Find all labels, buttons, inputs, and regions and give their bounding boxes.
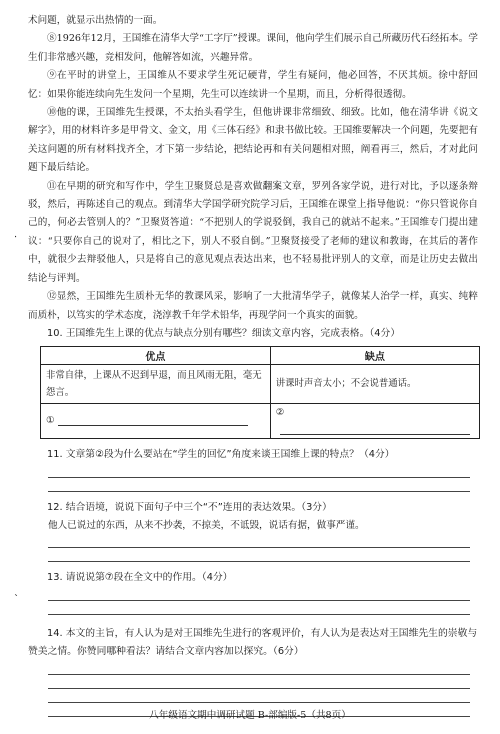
answer-line-12a[interactable] [48,547,470,548]
question-14: 14. 本文的主旨，有人认为是对王国维先生进行的客观评价，有人认为是表达对王国维先生的崇敬与赞美之情。你赞同哪种看法？请结合文章内容加以探究。（6分） [28,627,478,657]
answer-blank-2[interactable] [280,424,470,435]
passage-paragraph-9: ⑨在平时的讲堂上，王国维从不要求学生死记硬背，学生有疑问，他必回答，不厌其烦。徐中舒回忆：如果你能连续向先生发问一个星期，先生可以连续讲一个星期，而且，分析得很透彻。 [28,70,478,100]
answer-line-11a[interactable] [48,477,470,478]
question-13: 13. 请说说第⑦段在全文中的作用。（4分） [47,571,233,583]
question-10: 10. 王国维先生上课的优点与缺点分别有哪些？细读文章内容，完成表格。（4分） [47,327,401,339]
passage-paragraph-10: ⑩他的课，王国维先生授课，不太抬头看学生，但他讲课非常细致、细致。比如，他在清华讲《说文解字》，用的材料许多是甲骨文、金文，用《三体石经》和隶书做比较。王国维要解决一个问题，先要把有关这问题的所有材料找齐全，才下第一步结论，把结论再和有关问题相对照，阐看再三，然后，才对此问题下最后结论。 [28,107,478,174]
passage-paragraph-11: ⑪在早期的研究和写作中，学生卫聚贤总是喜欢做翻案文章，罗列各家学说，进行对比，予以逐条辩驳，然后，再陈述自己的观点。到清华大学国学研究院学习后，王国维在课堂上指导他说：“你只管说你自己的，何必去管别人的？”卫聚贤答道：“不把别人的学说驳倒，我自己的就站不起来。”王国维专门提出建议：“只要你自己的说对了，相比之下，别人不驳自倒。”卫聚贤接受了老师的建议和教诲，在其后的著作中，就很少去辩驳他人，只是将自己的意见观点表达出来，也不轻易批评别人的文章，而是让历史去做出结论与评判。 [28,180,478,284]
answer-line-13b[interactable] [48,614,470,615]
answer-line-12b[interactable] [48,561,470,562]
answer-line-11b[interactable] [48,491,470,492]
margin-tick-mark: ˋ [14,594,19,605]
question-12: 12. 结合语境，说说下面句子中三个“不”连用的表达效果。（3分） [47,501,332,513]
table-cell-cons-1: 讲课时声音太小；不会说普通话。 [270,364,479,403]
table-header-cons: 缺点 [270,346,479,364]
question-11: 11. 文章第②段为什么要站在“学生的回忆”角度来谈王国维上课的特点？（4分） [47,448,395,460]
pros-cons-table [40,346,480,439]
answer-line-13a[interactable] [48,600,470,601]
blank-label-1: ① [46,415,55,427]
page-footer: 八年级语文期中调研试题 B-部编版-5（共8页） [149,710,351,721]
table-cell-pros-1: 非常自律，上课从不迟到早退，而且风雨无阻，毫无怨言。 [41,364,271,403]
table-cell-cons-2[interactable] [270,403,479,438]
margin-tick-mark: ⋅ [14,232,18,243]
passage-paragraph-12: ⑫显然，王国维先生质朴无华的教课风采，影响了一大批清华学子，就像某人治学一样，真实、纯粹而质朴，以笃实的学术态度，浇淳教千年学术铅华，再现学问一个真实的面貌。 [28,291,478,321]
answer-line-14b[interactable] [48,688,470,689]
answer-line-14c[interactable] [48,702,470,703]
table-header-pros: 优点 [41,346,271,364]
table-cell-pros-2[interactable] [41,403,271,438]
passage-continuation: 术问题，就显示出热情的一面。 [28,15,163,26]
question-12-sentence: 他人已说过的东西，从来不抄袭，不掠美，不诋毁，说话有据，做事严谨。 [48,519,365,531]
passage-paragraph-8: ⑧1926年12月，王国维在清华大学“工字厅”授课。课间，他向学生们展示自己所藏历代石经拓本。学生们非常感兴趣，竞相发问，他解答如流，兴趣异常。 [28,33,478,63]
answer-blank-1[interactable] [58,415,248,426]
answer-line-14a[interactable] [48,674,470,675]
blank-label-2: ② [275,406,285,418]
